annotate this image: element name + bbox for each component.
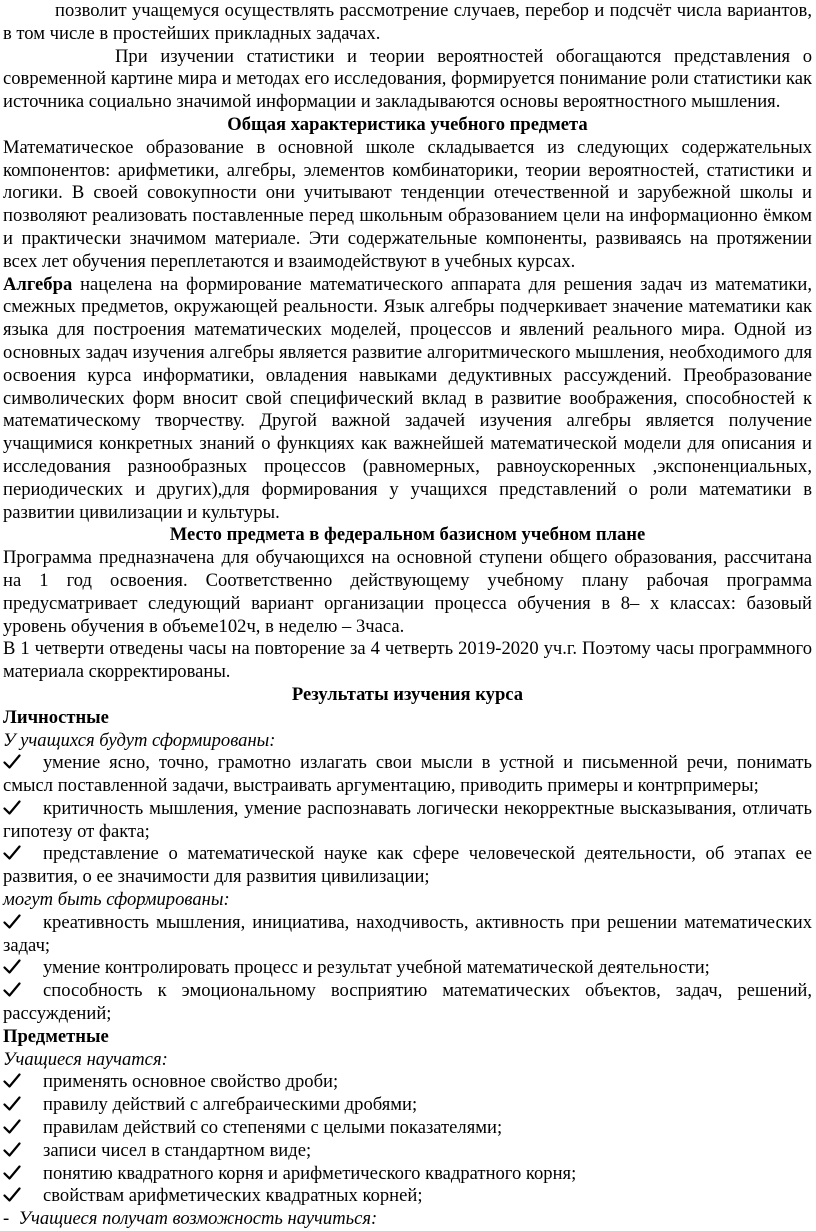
checkmark-icon <box>3 912 43 935</box>
checkmark-icon <box>3 1094 43 1117</box>
list-item <box>3 1094 812 1117</box>
checkmark-icon <box>3 1071 43 1094</box>
personal-will-list <box>3 752 812 889</box>
list-item <box>3 752 812 798</box>
checkmark-icon <box>3 843 43 866</box>
checkmark-icon <box>3 1163 43 1186</box>
list-item-text: умение ясно, точно, грамотно излагать свои мысли в устной и письменной речи, понимать смысл поставленной задачи, выстраивать аргументацию, приводить примеры и контрпримеры; <box>3 752 812 797</box>
subject-title: Предметные <box>3 1025 109 1047</box>
subject-opportunity-label: Учащиеся получат возможность научиться: <box>18 1208 378 1230</box>
list-item-text: умение контролировать процесс и результат учебной математической деятельности; <box>43 957 710 979</box>
subject-learn-label: Учащиеся научатся: <box>3 1048 168 1070</box>
algebra-paragraph <box>3 274 812 525</box>
subject-opportunity-line <box>3 1208 812 1231</box>
list-item-text: способность к эмоциональному восприятию математических объектов, задач, решений, рассуждений; <box>3 980 812 1025</box>
list-item-text: правилу действий с алгебраическими дробями; <box>43 1094 418 1116</box>
list-item <box>3 1071 812 1094</box>
list-item-text: понятию квадратного корня и арифметического квадратного корня; <box>43 1162 577 1184</box>
personal-will-label: У учащихся будут сформированы: <box>3 729 276 751</box>
algebra-text: нацелена на формирование математического аппарата для решения задач из математики, смежных предметов, окружающей реальности. Язык алгебры подчеркивает значение математики как языка для построения математических моделей, процессов и явлений реального мира. Одной из основных задач изучения алгебры является развитие алгоритмического мышления, необходимого для освоения курса информатики, овладения навыками дедуктивных рассуждений. Преобразование символических форм вносит свой специфический вклад в развитие воображения, способностей к математическому творчеству. Другой важной задачей изучения алгебры является получение учащимися конкретных знаний о функциях как важнейшей математической модели для описания и исследования разнообразных процессов (равномерных, равноускоренных ,экспоненциальных, периодических и других),для формирования у учащихся представлений о роли математики в развитии цивилизации и культуры. <box>3 273 812 523</box>
list-item <box>3 1117 812 1140</box>
list-item-text: правилам действий со степенями с целыми показателями; <box>43 1117 503 1139</box>
checkmark-icon <box>3 957 43 980</box>
intro-paragraph-1: позволит учащемуся осуществлять рассмотрение случаев, перебор и подсчёт числа вариантов, в том числе в простейших прикладных задачах. <box>3 0 812 44</box>
checkmark-icon <box>3 798 43 821</box>
place-paragraph-1: Программа предназначена для обучающихся на основной ступени общего образования, рассчитана на 1 год освоения. Соответственно действующему учебному плану рабочая программа предусматривает следующий вариант организации процесса обучения в 8– х классах: базовый уровень обучения в объеме102ч, в неделю – 3часа. <box>3 547 812 637</box>
checkmark-icon <box>3 980 43 1003</box>
list-item <box>3 980 812 1026</box>
general-heading: Общая характеристика учебного предмета <box>227 113 588 135</box>
checkmark-icon <box>3 1140 43 1163</box>
checkmark-icon <box>3 752 43 775</box>
list-item <box>3 798 812 844</box>
list-item <box>3 912 812 958</box>
list-item-text: применять основное свойство дроби; <box>43 1071 339 1093</box>
place-paragraph-2: В 1 четверти отведены часы на повторение за 4 четверть 2019-2020 уч.г. Поэтому часы программного материала скорректированы. <box>3 638 812 683</box>
list-item <box>3 1163 812 1186</box>
list-item <box>3 957 812 980</box>
general-paragraph: Математическое образование в основной школе складывается из следующих содержательных компонентов: арифметики, алгебры, элементов комбинаторики, теории вероятностей, статистики и логики. В своей совокупности они учитывают тенденции отечественной и зарубежной школы и позволяют реализовать поставленные перед школьным образованием цели на информационно ёмком и практически значимом материале. Эти содержательные компоненты, развиваясь на протяжении всех лет обучения переплетаются и взаимодействуют в учебных курсах. <box>3 136 812 272</box>
list-item-text: креативность мышления, инициатива, находчивость, активность при решении математических задач; <box>3 911 812 956</box>
opportunity-dash: - <box>3 1208 10 1230</box>
checkmark-icon <box>3 1185 43 1208</box>
list-item-text: критичность мышления, умение распознавать логически некорректные высказывания, отличать гипотезу от факта; <box>3 797 812 842</box>
list-item-text: представление о математической науке как сфере человеческой деятельности, об этапах ее развития, о ее значимости для развития цивилизации; <box>3 843 812 888</box>
list-item-text: записи чисел в стандартном виде; <box>43 1139 312 1161</box>
list-item-text: свойствам арифметических квадратных корней; <box>43 1185 423 1207</box>
checkmark-icon <box>3 1117 43 1140</box>
list-item <box>3 1185 812 1208</box>
place-heading: Место предмета в федеральном базисном учебном плане <box>169 524 646 546</box>
subject-learn-list <box>3 1071 812 1208</box>
personal-may-list <box>3 912 812 1026</box>
list-item <box>3 1140 812 1163</box>
intro-paragraph-2: При изучении статистики и теории вероятностей обогащаются представления о современной картине мира и методах его исследования, формируется понимание роли статистики как источника социально значимой информации и закладываются основы вероятностного мышления. <box>3 45 812 113</box>
algebra-term: Алгебра <box>3 273 73 295</box>
personal-may-label: могут быть сформированы: <box>3 889 230 911</box>
personal-title: Личностные <box>3 706 109 728</box>
list-item <box>3 843 812 889</box>
results-heading: Результаты изучения курса <box>291 683 524 705</box>
